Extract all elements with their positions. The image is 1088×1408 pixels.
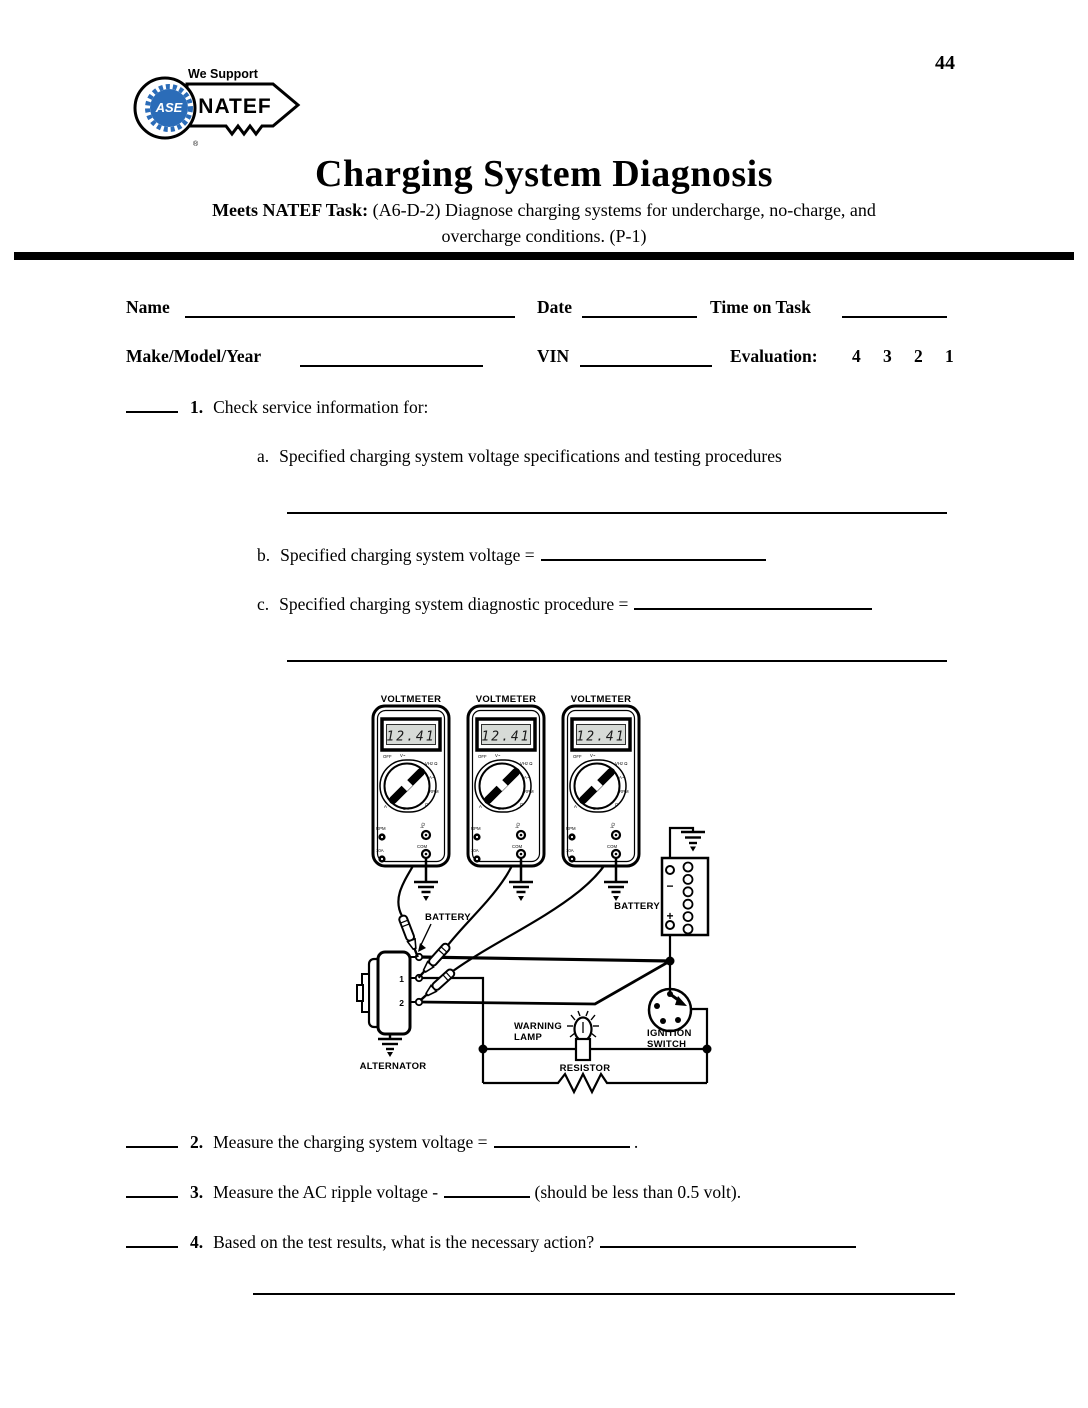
sub-text: Specified charging system diagnostic procedure = [279, 594, 629, 614]
question-4 [126, 1231, 856, 1253]
check-blank [126, 1131, 178, 1148]
question-number: 2. [190, 1132, 204, 1152]
ground-arrow [690, 847, 696, 852]
answer-blank-2 [494, 1131, 630, 1148]
jack-vohm-label: VΩ [609, 821, 617, 830]
form-row-vehicle [0, 346, 1088, 370]
ground-arrow [387, 1052, 393, 1057]
terminal-1-label: 1 [399, 974, 404, 984]
dial-vhz: VHz Ω [615, 761, 628, 766]
natef-label: NATEF [198, 95, 272, 118]
question-text: Measure the AC ripple voltage - [213, 1182, 439, 1202]
jack-10a-label: 10A [376, 848, 384, 853]
jack-rpm-label: RPM [566, 826, 576, 831]
question-1a [257, 445, 782, 467]
answer-line-1a [287, 512, 947, 514]
warning-lamp-label-2: LAMP [514, 1032, 543, 1043]
voltmeter-label: VOLTMETER [380, 694, 442, 705]
sub-letter: b. [257, 545, 271, 565]
junction-lamp-right [703, 1045, 712, 1054]
logo-tagline: We Support [188, 67, 258, 81]
check-blank [126, 1231, 178, 1248]
jack-10a-label: 10A [471, 848, 479, 853]
dial-ohm: Ω [520, 802, 524, 807]
ignition-switch-label-1: IGNITION [647, 1028, 692, 1039]
page-number: 44 [935, 52, 955, 74]
question-1c [257, 593, 872, 615]
form-row-identity [0, 297, 1088, 321]
jack-rpm-label: RPM [471, 826, 481, 831]
junction-battery [666, 957, 675, 966]
date-label: Date [537, 297, 572, 317]
question-1 [126, 396, 428, 418]
warning-lamp [514, 1011, 599, 1060]
voltmeter-label: VOLTMETER [475, 694, 537, 705]
question-3 [126, 1181, 741, 1203]
question-suffix: . [633, 1132, 639, 1152]
voltmeter-label: VOLTMETER [570, 694, 632, 705]
task-line-2: overcharge conditions. (P-1) [441, 226, 647, 246]
evaluation-score-4: 4 [852, 346, 861, 366]
alt-battery-terminal-label: BATTERY [425, 912, 471, 923]
answer-blank-1c [634, 593, 872, 610]
time-on-task-label: Time on Task [710, 297, 811, 317]
dial-rpm: RPM [619, 789, 629, 794]
ground-arrow [423, 896, 429, 901]
warning-lamp-label-1: WARNING [514, 1021, 563, 1032]
dial-rpm: RPM [524, 789, 534, 794]
dial-off: OFF [573, 754, 582, 759]
jack-rpm-label: RPM [376, 826, 386, 831]
evaluation-score-3: 3 [883, 346, 892, 366]
wire-alt-battery-to-junction [419, 957, 670, 961]
header-rule [14, 252, 1074, 260]
page-title: Charging System Diagnosis [315, 153, 773, 195]
check-blank [126, 396, 178, 413]
lamp-base [576, 1039, 590, 1060]
ignition-switch [647, 989, 692, 1050]
dial-rpm: RPM [429, 789, 439, 794]
dial-vhz: VHz Ω [425, 761, 438, 766]
answer-line-4 [253, 1293, 955, 1295]
jack-com-label: COM [512, 844, 523, 849]
sub-text: Specified charging system voltage specifications and testing procedures [279, 446, 782, 466]
ase-label: ASE [155, 100, 183, 115]
vin-field [580, 346, 712, 367]
date-field [582, 297, 697, 318]
jack-10a-label: 10A [566, 848, 574, 853]
dial-off: OFF [478, 754, 487, 759]
question-1b [257, 544, 766, 566]
name-field [185, 297, 515, 318]
dial-vhz: VHz Ω [520, 761, 533, 766]
jack-com-label: COM [607, 844, 618, 849]
battery-plus: + [666, 909, 674, 923]
dial-amp: A [574, 804, 577, 809]
terminal-2-label: 2 [399, 998, 404, 1008]
dial-aac: A~ [619, 775, 625, 780]
question-text: Measure the charging system voltage = [213, 1132, 488, 1152]
ignition-switch-label-2: SWITCH [647, 1039, 687, 1050]
dial-aac: A~ [524, 775, 530, 780]
evaluation-score-1: 1 [945, 346, 954, 366]
sub-letter: a. [257, 446, 270, 466]
voltmeter [468, 694, 544, 901]
answer-blank-3 [444, 1181, 530, 1198]
resistor-label: RESISTOR [559, 1063, 611, 1074]
junction-lamp-left [479, 1045, 488, 1054]
task-text: (A6-D-2) Diagnose charging systems for undercharge, no-charge, and [372, 200, 876, 220]
question-text: Check service information for: [213, 397, 429, 417]
battery-minus: − [666, 879, 674, 893]
task-line-1 [0, 200, 1088, 221]
alternator-body [378, 952, 410, 1034]
question-2 [126, 1131, 638, 1153]
registered-mark: ® [193, 141, 199, 148]
answer-line-1c [287, 660, 947, 662]
lcd-reading: 12.41 [386, 729, 436, 745]
dial-vac: V~ [400, 753, 406, 758]
dial-ohm: Ω [425, 802, 429, 807]
make-model-year-field [300, 346, 483, 367]
question-text: Based on the test results, what is the necessary action? [213, 1232, 595, 1252]
sub-letter: c. [257, 594, 270, 614]
dial-ohm: Ω [615, 802, 619, 807]
wire-resistor [483, 1074, 707, 1092]
answer-blank-1b [541, 544, 766, 561]
dial-vac: V~ [590, 753, 596, 758]
natef-logo [125, 50, 310, 154]
battery-label: BATTERY [614, 901, 660, 912]
lcd-reading: 12.41 [576, 729, 626, 745]
ground-arrow [518, 896, 524, 901]
name-label: Name [126, 297, 170, 317]
question-suffix: (should be less than 0.5 volt). [534, 1182, 742, 1202]
make-model-year-label: Make/Model/Year [126, 346, 262, 366]
vin-label: VIN [537, 346, 570, 366]
dial-aac: A~ [429, 775, 435, 780]
task-label: Meets NATEF Task: [212, 200, 369, 220]
answer-blank-4 [600, 1231, 856, 1248]
sub-text: Specified charging system voltage = [280, 545, 535, 565]
question-number: 4. [190, 1232, 204, 1252]
question-number: 1. [190, 397, 204, 417]
dial-off: OFF [383, 754, 392, 759]
jack-com-label: COM [417, 844, 428, 849]
lcd-reading: 12.41 [481, 729, 531, 745]
time-on-task-field [842, 297, 947, 318]
dial-amp: A [384, 804, 387, 809]
alternator-label: ALTERNATOR [359, 1061, 427, 1072]
charging-circuit-diagram [338, 688, 770, 1118]
evaluation-label: Evaluation: [730, 346, 818, 366]
check-blank [126, 1181, 178, 1198]
jack-vohm-label: VΩ [514, 821, 522, 830]
jack-vohm-label: VΩ [419, 821, 427, 830]
dial-amp: A [479, 804, 482, 809]
dial-vac: V~ [495, 753, 501, 758]
question-number: 3. [190, 1182, 204, 1202]
evaluation-score-2: 2 [914, 346, 923, 366]
